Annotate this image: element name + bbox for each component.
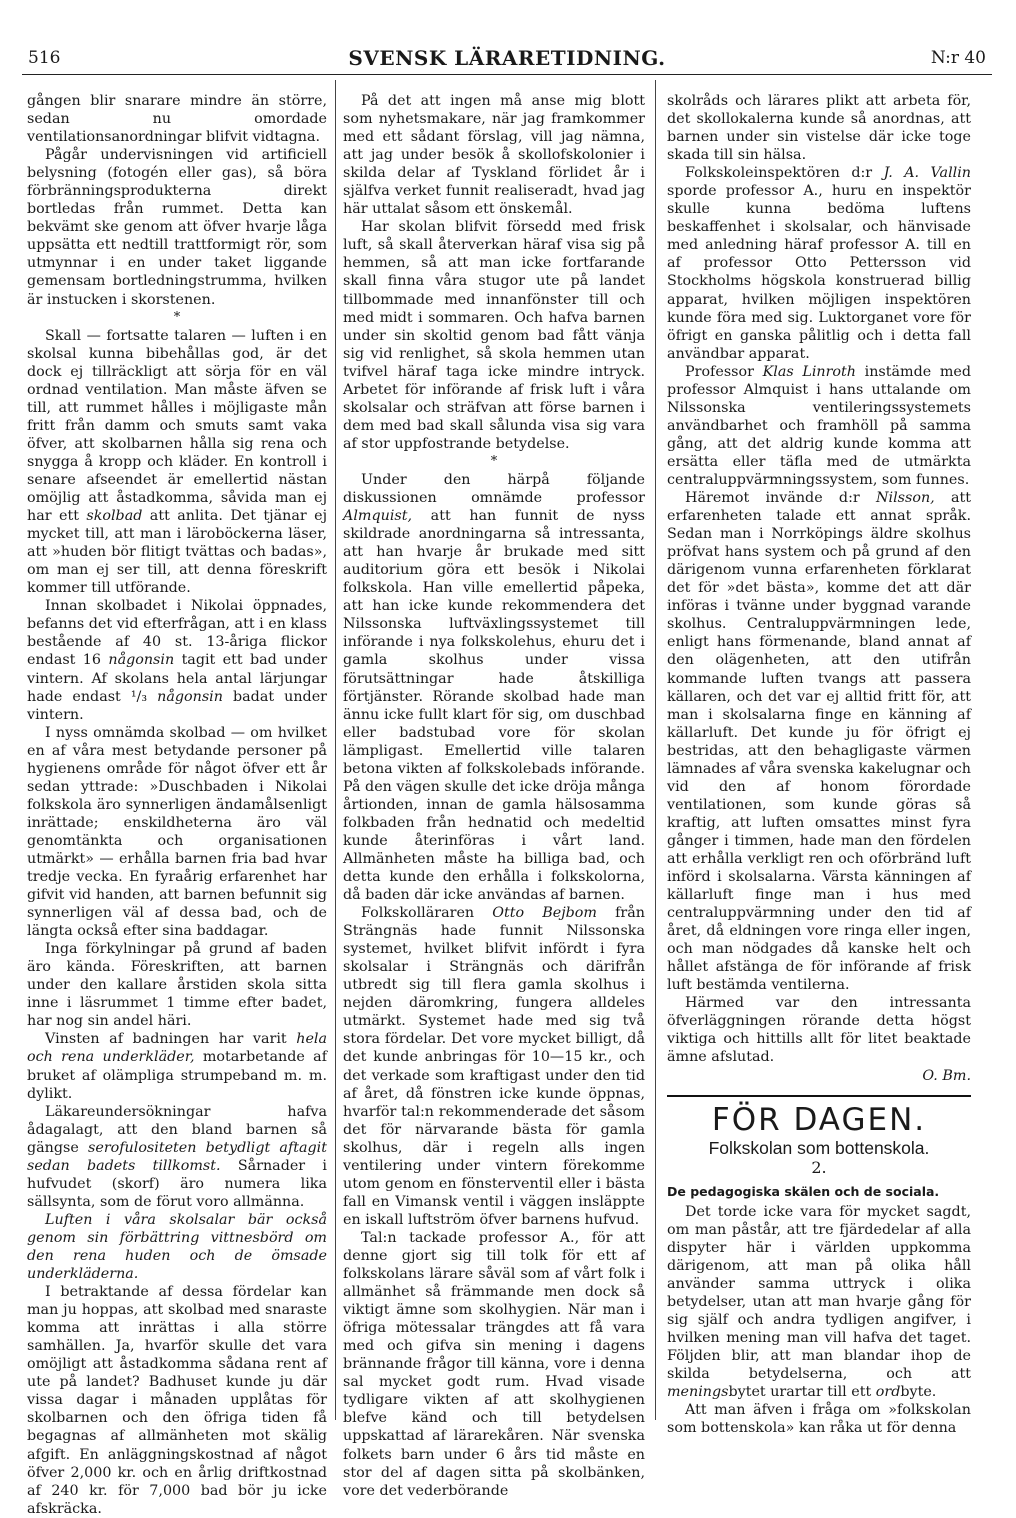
section-title: FÖR DAGEN. bbox=[711, 1101, 927, 1138]
paragraph: Under den härpå följande diskussionen omnämde professor Almquist, att han funnit de nyss skildrade anordningarna så intressanta, att han hvarje år brukade med sitt auditorium göra ett besök i Nikolai folkskola. Han ville emellertid påpeka, att han icke kunde rekommendera det Nilssonska luftväxlingssystemet till införande i nya folkskolehus, ehuru det i gamla skolhus under vissa förutsättningar hade åtskilliga förtjänster. Rörande skolbad hade man ännu icke fullt klart för sig, om duschbad eller badstubad vore för skolan lämpligast. Emellertid ville talaren betona vikten af folkskolebads införande. På den vägen skulle det icke dröja många årtionden, innan de gamla hälsosamma folkbaden från hednatid och medeltid kunde återinföras i vårt land. Allmänheten måste ha billiga bad, och detta kunde den erhålla i folkskolorna, då baden där icke användas af barnen. bbox=[343, 471, 646, 904]
column-2 bbox=[343, 92, 645, 1500]
paragraph: Det torde icke vara för mycket sagdt, om man påstår, att tre fjärdedelar af alla dispyter här i världen uppkomma därigenom, att man på olika håll använder samma uttryck i olika betydelser, utan att man hvarje gång för sig själf och andra tydligen angifver, i hvilken mening man vill hafva det taget. Följden blir, att man blandar ihop de skilda betydelserna, och att meningsbytet urartar till ett ordbyte. bbox=[667, 1203, 971, 1401]
issue-number: N:r 40 bbox=[930, 48, 986, 68]
paragraph: Professor Klas Linroth instämde med professor Almquist i hans uttalande om Nilssonska ventileringssystemets användbarhet och framhöll på samma gång, att det aldrig kunde komma att ersätta eller täfla med de utmärkta centraluppvärmningssystem, som funnes. bbox=[667, 363, 972, 488]
paragraph: Härmed var den intressanta öfverläggningen rörande detta högst viktiga och hittills allt för litet beaktade ämne afslutad. bbox=[667, 995, 971, 1066]
paragraph: Folkskoleinspektören d:r J. A. Vallin sporde professor A., huru en inspektör skulle kunna bedöma luftens beskaffenhet i skolsalar, och hänvisade med anledning häraf professor A. till en af professor Otto Pettersson vid Stockholms högskola konstruerad billig apparat, hvilken möjligen inspektören kunde föra med sig. Luktorganet vore för öfrigt en ganska pålitlig och i detta fall användbar apparat. bbox=[667, 165, 971, 362]
page-number: 516 bbox=[28, 48, 61, 68]
subsection-heading: De pedagogiska skälen och de sociala. bbox=[667, 1183, 940, 1199]
paragraph: I betraktande af dessa fördelar kan man ju hoppas, att skolbad med snaraste komma att inrättas i alla större samhällen. Ja, hvarför skulle det vara omöjligt att åstadkomma sådana rent af ute på landet? Badhuset kunde ju där vissa dagar i månaden upplåtas för skolbarnen och den öfriga tiden få begagnas af allmänheten mot skälig afgift. En anläggningskostnad af något öfver 2,000 kr. och en årlig driftkostnad af 240 kr. för 7,000 bad bör ju icke afskräcka. bbox=[27, 1284, 327, 1517]
paragraph: Inga förkylningar på grund af baden äro kända. Föreskriften, att barnen under den kallare årstiden skola sitta inne i läsrummet 1 timme efter badet, har nog sin andel häri. bbox=[27, 941, 327, 1030]
paragraph: Pågår undervisningen vid artificiell belysning (fotogén eller gas), så böra förbränningsprodukterna direkt bortledas från rummet. Detta kan bekvämt ske genom att öfver hvarje låga uppsätta ett nedtill trattformigt rör, som utmynnar i en under taket liggande gemensam bortledningstrumma, hvilken är instucken i skorstenen. bbox=[27, 147, 327, 308]
paragraph: gången blir snarare mindre än större, sedan nu omordade ventilationsanordningar blifvit vidtagna. bbox=[27, 93, 327, 146]
paragraph: Luften i våra skolsalar bär också genom sin förbättring vittnesbörd om den rena huden och de ömsade underkläderna. bbox=[27, 1211, 327, 1283]
header-rule bbox=[22, 74, 992, 75]
paragraph: Häremot invände d:r Nilsson, att erfarenheten talade ett annat språk. Sedan man i Norrköpings äldre skolhus pröfvat hans system och på grund af den därigenom vunna erfarenheten förklarat det för »det bästa», komme det att där införas i tvänne under byggnad varande skolhus. Centraluppvärmningen lede, enligt hans förmenande, bland annat af den olägenheten, att den utifrån kommande luften tvangs att passera källaren, och det var ej alltid fritt för, att man i skolsalarna finge en känning af källarluft. Det kunde ju för öfrigt ej bestridas, att den behagligaste värmen lämnades af våra svenska kakelugnar och vid den af honom förordade ventilationen, som kunde göras så kraftig, att luften omsattes minst fyra gånger i timmen, hade man den fördelen att erhålla verkligt ren och oförbränd luft införd i skolsalarna. Värsta känningen af källarluft finge man i hus med centraluppvärmning under den tid af året, då eldningen vore ringa eller ingen, och man nödgades då kanske helt och hållet afstänga de för införande af frisk luft bestämda ventilerna. bbox=[667, 490, 972, 994]
article-title: Folkskolan som bottenskola. bbox=[708, 1137, 930, 1158]
section-rule bbox=[667, 1095, 971, 1097]
column-divider bbox=[655, 80, 656, 1420]
paragraph: På det att ingen må anse mig blott som nyhetsmakare, när jag framkommer med ett sådant förslag, vill jag nämna, att jag under besök å skollofskolonier i skilda delar af Tyskland förlidet år i själfva verket funnit realiseradt, hvad jag här uttalat såsom ett önskemål. bbox=[343, 93, 645, 218]
paragraph: Innan skolbadet i Nikolai öppnades, befanns det vid efterfrågan, att i en klass bestående af 40 st. 13-åriga flickor endast 16 någonsin tagit ett bad under vintern. Af skolans hela antal lärjungar hade endast ¹/₃ någonsin badat under vintern. bbox=[27, 598, 328, 723]
column-1 bbox=[27, 92, 327, 1518]
section-separator: * bbox=[490, 453, 498, 469]
paragraph: Vinsten af badningen har varit hela och rena underkläder, motarbetande af bruket af olämpliga strumpeband m. m. dylikt. bbox=[27, 1031, 327, 1102]
column-3 bbox=[667, 92, 971, 1437]
page-header bbox=[22, 44, 992, 72]
paragraph: Tal:n tackade professor A., för att denne gjort sig till tolk för ett af folkskolans lärare såväl som af vårt folk i allmänhet så främmande men dock så viktigt ämne som skolhygien. När man i öfriga mötessalar trängdes att få vara med och gifva sin mening i dagens brännande frågor till känna, vore i denna sal mycket godt rum. Hvad visade tydligare vikten af att skolhygienen blefve känd och till betydelsen uppskattad af lärarekåren. När svenska folkets barn under 6 års tid måste en stor del af dagen sitta på skolbänken, vore det vederbörande bbox=[343, 1229, 645, 1499]
paragraph: Har skolan blifvit försedd med frisk luft, så skall återverkan häraf visa sig på hemmen, så att man icke fortfarande skall finna våra stugor ute på landet tillbommade med innanfönster till och med midt i sommaren. Och hafva barnen under sin skoltid genom bad fått vänja sig vid renlighet, så skola hemmen utan tvifvel häraf taga icke mindre intryck. Arbetet för införande af frisk luft i våra skolsalar och sträfvan att förse barnen i dem med bad skall sålunda visa sig vara af stor uppfostrande betydelse. bbox=[343, 219, 645, 452]
paragraph: Folkskolläraren Otto Bejbom från Strängnäs hade funnit Nilssonska systemet, hvilket blifvit infördt i fyra skolsalar i Strängnäs och därifrån utbredt sig till flera gamla skolhus i nejden däromkring, fungera alldeles utmärkt. Systemet hade med sig två stora fördelar. Det vore mycket billigt, då det kunde anbringas för 10—15 kr., och det verkade som kraftigast under den tid af året, då fönstren icke kunde öppnas, hvarför tal:n rekommenderade det såsom det för närvarande bästa för gamla skolhus, där i regeln alls ingen ventilering under vintern förekomme utom genom en fönsterventil eller i bästa fall en Vimansk ventil i väggen insläppte en iskall luftström öfver barnens hufvud. bbox=[343, 905, 645, 1228]
newspaper-title: SVENSK LÄRARETIDNING. bbox=[348, 46, 666, 70]
signature: O. Bm. bbox=[922, 1067, 971, 1084]
article-number: 2. bbox=[811, 1157, 827, 1177]
paragraph: I nyss omnämda skolbad — om hvilket en af våra mest betydande personer på hygienens område för något öfver ett år sedan yttrade: »Duschbaden i Nikolai folkskola äro synnerligen ändamålsenligt inrättade; enskildheterna äro väl genomtänkta och organisationen utmärkt» — erhålla barnen fria bad hvar tredje vecka. En fyraårig erfarenhet har gifvit vid handen, att barnen befunnit sig synnerligen väl af dessa bad, och de längta också efter sina baddagar. bbox=[27, 724, 327, 940]
column-divider bbox=[335, 80, 336, 1420]
section-separator: * bbox=[173, 309, 181, 325]
paragraph: Läkareundersökningar hafva ådagalagt, att den bland barnen så gängse serofulositeten betydligt aftagit sedan badets tillkomst. Sårnader i hufvudet (skorf) äro numera lika sällsynta, som de förut voro allmänna. bbox=[27, 1103, 327, 1210]
paragraph: Att man äfven i fråga om »folkskolan som bottenskola» kan råka ut för denna bbox=[667, 1402, 971, 1437]
paragraph: Skall — fortsatte talaren — luften i en skolsal kunna bibehållas god, är det dock ej tillräckligt att sörja för en väl ordnad ventilation. Man måste äfven se till, att rummet hålles i möjligaste mån fritt från damm och smuts samt vaka öfver, att skolbarnen hålla sig rena och snygga å kropp och kläder. En kontroll i senare afseendet är emellertid nästan omöjlig att åstadkomma, såvida man ej har ett skolbad att anlita. Det tjänar ej mycket till, att man i läroböckerna läser, att »huden bör flitigt tvättas och badas», om man ej ser till, att denna föreskrift kommer till utförande. bbox=[27, 327, 328, 597]
signature-row bbox=[667, 1067, 971, 1085]
paragraph: skolråds och lärares plikt att arbeta för, det skollokalerna kunde så anordnas, att barnen under sin vistelse där icke toge skada till sin hälsa. bbox=[667, 93, 971, 164]
